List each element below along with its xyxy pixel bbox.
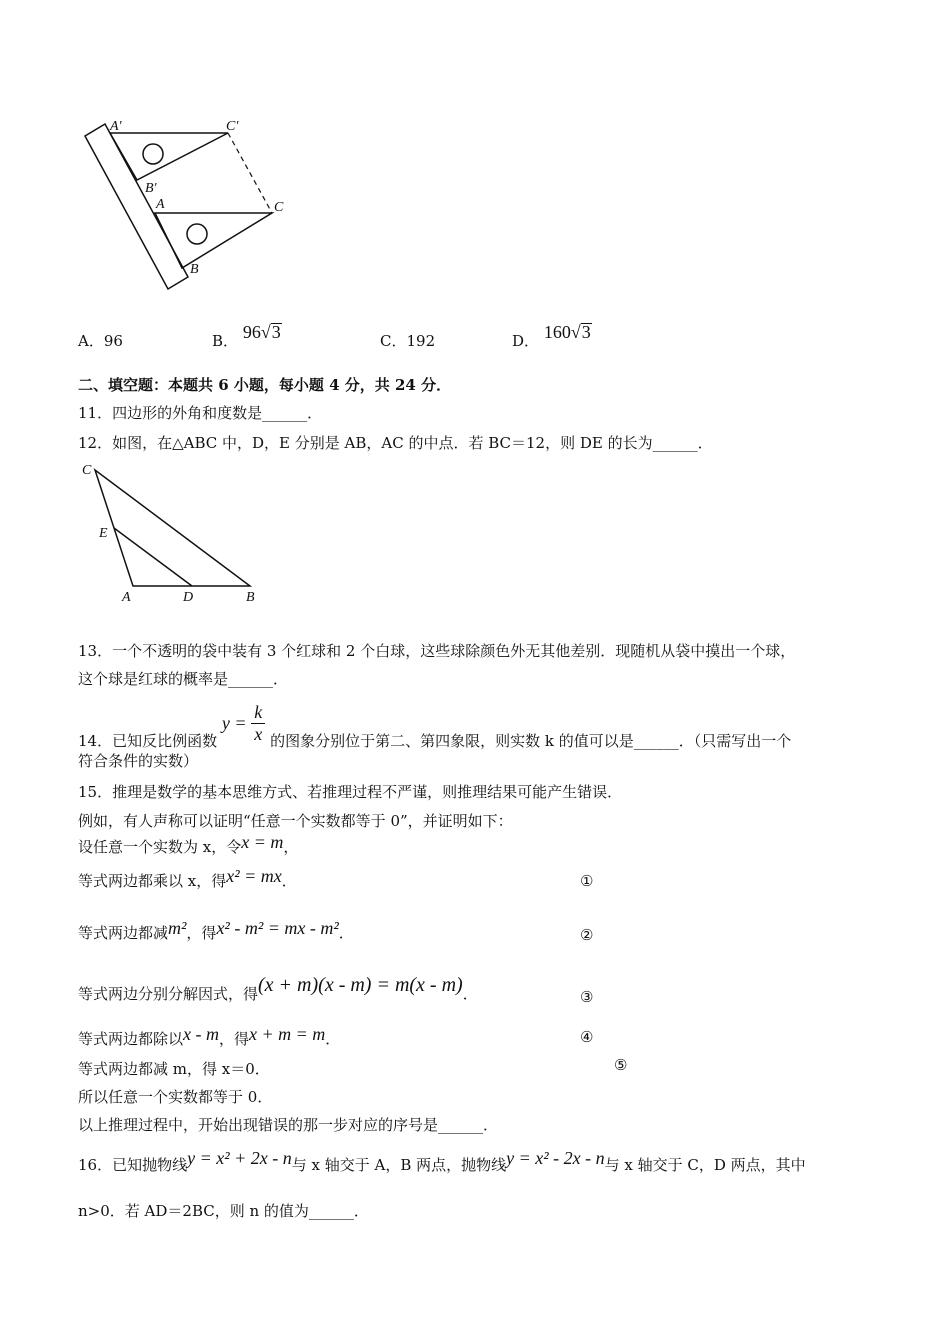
ruler-shape [85,124,188,289]
step-3: 等式两边分别分解因式，得(x + m)(x - m) = m(x - m)． [78,974,478,1003]
label-b-prime: B′ [145,181,157,196]
q10-option-c: C．192 [380,332,436,350]
q10-figure [70,110,300,300]
step-1-mark: ① [580,872,594,890]
triangle-abc [95,470,250,586]
step-4: 等式两边都除以x - m，得x + m = m． [78,1024,341,1048]
label-a: A [122,590,131,605]
label-a: A [156,197,165,212]
question-14-line1: 14．已知反比例函数 y = $\frac{k}{x}$ 的图象分别位于第二、第四象限，则实数 k 的值可以是______．（只需写出一个 [78,702,792,750]
step-5: 等式两边都减 m，得 x＝0． [78,1060,270,1078]
step-5-mark: ⑤ [614,1056,628,1074]
question-15-line3: 设任意一个实数为 x，令x = m， [78,832,299,856]
question-16-line1: 16．已知抛物线y = x² + 2x - n与 x 轴交于 A，B 两点，抛物线y = x² - 2x - n与 x 轴交于 C，D 两点，其中 [78,1148,806,1174]
fraction-formula: y = $\frac{k}{x}$ [222,702,265,745]
step-2: 等式两边都减m²，得x² - m² = mx - m²． [78,918,354,942]
dashed-segment [228,133,272,213]
q12-figure [75,458,275,608]
question-15-line2: 例如，有人声称可以证明“任意一个实数都等于 0”，并证明如下： [78,812,513,830]
label-c: C [82,463,92,478]
label-e: E [99,526,108,541]
question-14-line2: 符合条件的实数） [78,752,199,770]
circle-upper [143,144,163,164]
q10-option-b: B． 96√3 [212,322,281,350]
question-15-question: 以上推理过程中，开始出现错误的那一步对应的序号是______． [78,1116,499,1134]
segment-de [114,528,192,586]
label-b: B [190,262,199,277]
circle-lower [187,224,207,244]
question-16-line2: n>0．若 AD＝2BC，则 n 的值为______． [78,1202,369,1220]
question-12: 12．如图，在△ABC 中，D，E 分别是 AB，AC 的中点．若 BC＝12，则 DE 的长为______． [78,434,713,452]
step-3-mark: ③ [580,988,594,1006]
label-d: D [183,590,194,605]
q10-option-a: A．96 [78,332,123,350]
q10-option-d: D． 160√3 [512,322,591,350]
section-2-heading: 二、填空题：本题共 6 小题，每小题 4 分，共 24 分． [78,376,452,394]
question-15-line1: 15．推理是数学的基本思维方式、若推理过程不严谨，则推理结果可能产生错误． [78,783,623,801]
label-c: C [274,200,284,215]
label-b: B [246,590,255,605]
question-15-conclusion: 所以任意一个实数都等于 0． [78,1088,273,1106]
step-2-mark: ② [580,926,594,944]
question-11: 11．四边形的外角和度数是______． [78,404,323,422]
step-4-mark: ④ [580,1028,594,1046]
label-c-prime: C′ [226,119,239,134]
question-13-line1: 13．一个不透明的袋中装有 3 个红球和 2 个白球，这些球除颜色外无其他差别．现随机从袋中摸出一个球， [78,642,796,660]
step-1: 等式两边都乘以 x，得x² = mx． [78,866,297,890]
question-13-line2: 这个球是红球的概率是______． [78,670,289,688]
label-a-prime: A′ [110,119,122,134]
